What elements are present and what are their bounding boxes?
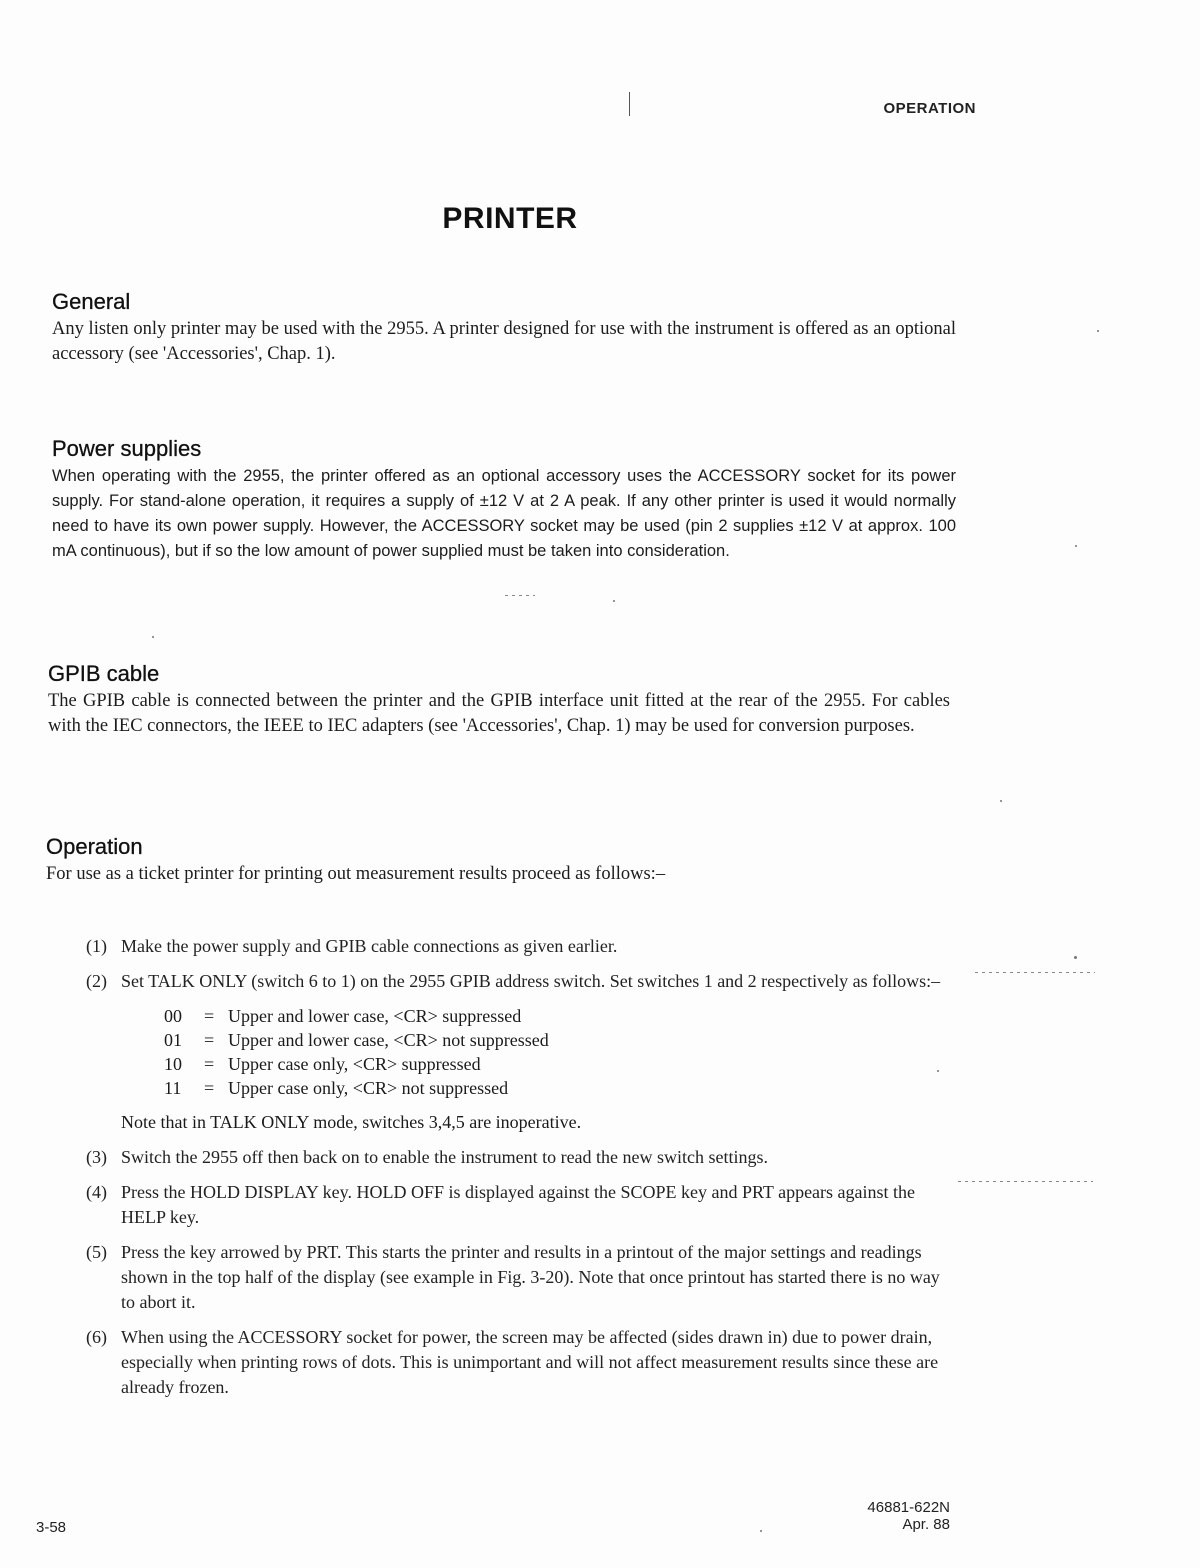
step-number: (6) — [86, 1327, 107, 1347]
list-item — [86, 1180, 946, 1230]
scan-artifact-dashes — [975, 972, 1095, 973]
table-row — [164, 1004, 946, 1028]
page-number: 3-58 — [36, 1519, 67, 1536]
step-number: (1) — [86, 936, 107, 956]
section-heading-general: General — [52, 289, 131, 314]
step-text: Press the key arrowed by PRT. This starts the printer and results in a printout of the major settings and readings shown in the top half of the display (see example in Fig. 3-20). Note that once printout has started there is no way to abort it. — [121, 1242, 940, 1312]
table-row — [164, 1028, 946, 1052]
switch-description: Upper and lower case, <CR> not suppressed — [228, 1030, 549, 1050]
table-row — [164, 1076, 946, 1100]
list-item — [86, 969, 946, 994]
switch-note: Note that in TALK ONLY mode, switches 3,4,5 are inoperative. — [121, 1112, 582, 1132]
list-item — [86, 1145, 946, 1170]
switch-description: Upper case only, <CR> not suppressed — [228, 1078, 509, 1098]
section-heading-operation: Operation — [46, 834, 143, 859]
step-text: Make the power supply and GPIB cable connections as given earlier. — [121, 936, 618, 956]
section-heading-power-supplies: Power supplies — [52, 436, 202, 461]
list-item — [86, 1325, 946, 1400]
document-reference — [867, 1499, 950, 1533]
section-body-power-supplies: When operating with the 2955, the printer offered as an optional accessory uses the ACCESSORY socket for its power supply. For stand-alone operation, it requires a supply of ±12 V at 2 A peak. If any other printer is used it would normally need to have its own power supply. However, the ACCESSORY socket may be used (pin 2 supplies ±12 V at approx. 100 mA continuous), but if so the low amount of power supplied must be taken into consideration. — [52, 467, 956, 560]
step-number: (4) — [86, 1182, 107, 1202]
step-number: (5) — [86, 1242, 107, 1262]
scan-artifact-dashes — [958, 1181, 1093, 1182]
scan-speck — [1075, 545, 1077, 547]
running-head: OPERATION — [883, 100, 976, 117]
section-power-supplies — [52, 436, 956, 564]
equals-sign: = — [204, 1078, 215, 1098]
scan-speck — [613, 600, 615, 602]
step-text: Set TALK ONLY (switch 6 to 1) on the 2955 GPIB address switch. Set switches 1 and 2 respectively as follows:– — [121, 971, 941, 991]
equals-sign: = — [204, 1030, 215, 1050]
list-item — [86, 1240, 946, 1315]
switch-description: Upper and lower case, <CR> suppressed — [228, 1006, 522, 1026]
section-body-operation: For use as a ticket printer for printing out measurement results proceed as follows:– — [46, 864, 666, 884]
section-operation — [46, 834, 950, 887]
list-item — [86, 934, 946, 959]
scan-artifact-dashes — [505, 595, 535, 596]
scan-speck — [1000, 800, 1002, 802]
section-body-general: Any listen only printer may be used with the 2955. A printer designed for use with the instrument is offered as an optional accessory (see 'Accessories', Chap. 1). — [52, 319, 956, 364]
scan-speck — [937, 1070, 939, 1072]
switch-code: 01 — [164, 1030, 182, 1050]
step-number: (3) — [86, 1147, 107, 1167]
scan-speck — [760, 1530, 762, 1532]
equals-sign: = — [204, 1006, 215, 1026]
section-gpib-cable — [48, 661, 950, 739]
document-date: Apr. 88 — [902, 1516, 950, 1533]
section-general — [52, 289, 956, 367]
switch-code: 00 — [164, 1006, 182, 1026]
step-text: Press the HOLD DISPLAY key. HOLD OFF is displayed against the SCOPE key and PRT appears against the HELP key. — [121, 1182, 916, 1227]
operation-steps-list — [86, 934, 946, 1400]
step-number: (2) — [86, 971, 107, 991]
section-heading-gpib-cable: GPIB cable — [48, 661, 160, 686]
equals-sign: = — [204, 1054, 215, 1074]
switch-code: 11 — [164, 1078, 182, 1098]
document-number: 46881-622N — [867, 1499, 950, 1516]
switch-code: 10 — [164, 1054, 182, 1074]
section-body-gpib-cable: The GPIB cable is connected between the printer and the GPIB interface unit fitted at the rear of the 2955. For cables with the IEC connectors, the IEEE to IEC adapters (see 'Accessories', Chap. 1) may be used for conversion purposes. — [48, 691, 950, 736]
table-row — [164, 1052, 946, 1076]
switch-description: Upper case only, <CR> suppressed — [228, 1054, 481, 1074]
scan-speck — [152, 636, 154, 638]
step-text: Switch the 2955 off then back on to enable the instrument to read the new switch settings. — [121, 1147, 769, 1167]
scan-speck — [1074, 956, 1077, 959]
scan-speck — [1097, 330, 1099, 332]
center-tick-mark — [629, 92, 630, 116]
switch-settings-table — [164, 1004, 946, 1100]
page-title: PRINTER — [442, 202, 578, 235]
step-text: When using the ACCESSORY socket for power, the screen may be affected (sides drawn in) due to power drain, especially when printing rows of dots. This is unimportant and will not affect measurement results since these are already frozen. — [121, 1327, 939, 1397]
